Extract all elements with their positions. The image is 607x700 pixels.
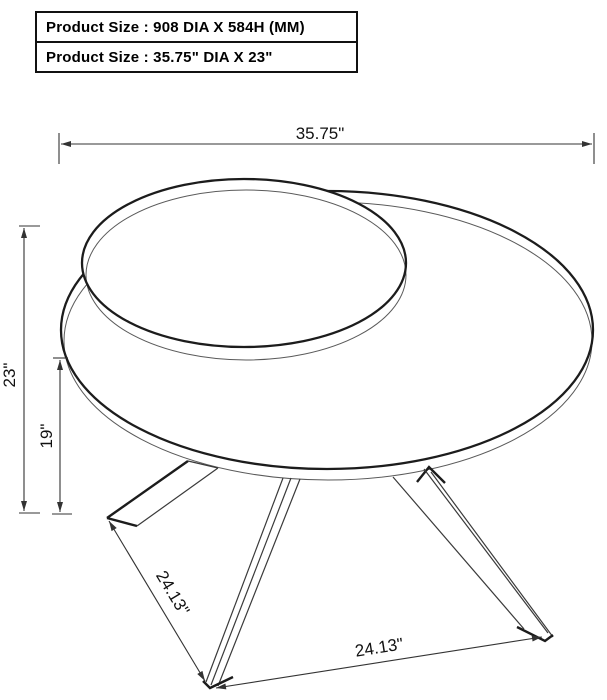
product-size-mm-label: Product Size : 908 DIA X 584H (MM): [46, 18, 305, 36]
undertop-height-dimension: [37, 358, 72, 514]
bottom-leg-span-dimension: [216, 634, 542, 688]
total-height-dimension-label: 23": [0, 362, 19, 388]
right-leg-bracket: [417, 467, 445, 483]
left-leg-top-edge: [107, 461, 188, 518]
total-height-dimension: [0, 226, 40, 513]
front-leg-right-edge: [218, 479, 300, 686]
left-leg-span-dimension-line: [109, 521, 205, 681]
front-leg-middle-edge: [211, 478, 291, 685]
left-leg-span-dimension: [109, 521, 205, 681]
bottom-leg-span-dimension-label: 24.13": [353, 634, 405, 661]
left-leg-bottom-edge: [137, 468, 218, 526]
diameter-dimension: [59, 124, 594, 164]
front-leg-left-edge: [206, 478, 283, 682]
left-leg-span-dimension-label: 24.13": [152, 567, 194, 619]
left-leg-inner-edge: [188, 461, 218, 468]
product-size-inch-label: Product Size : 35.75" DIA X 23": [46, 48, 273, 66]
left-leg: [107, 461, 218, 526]
right-leg-right-edge: [431, 472, 553, 637]
right-leg-left-edge: [393, 477, 524, 629]
front-leg: [203, 478, 300, 688]
diameter-dimension-label: 35.75": [295, 124, 345, 143]
right-leg-middle-edge: [424, 469, 548, 633]
right-leg: [393, 467, 553, 641]
undertop-height-dimension-label: 19": [37, 423, 56, 449]
